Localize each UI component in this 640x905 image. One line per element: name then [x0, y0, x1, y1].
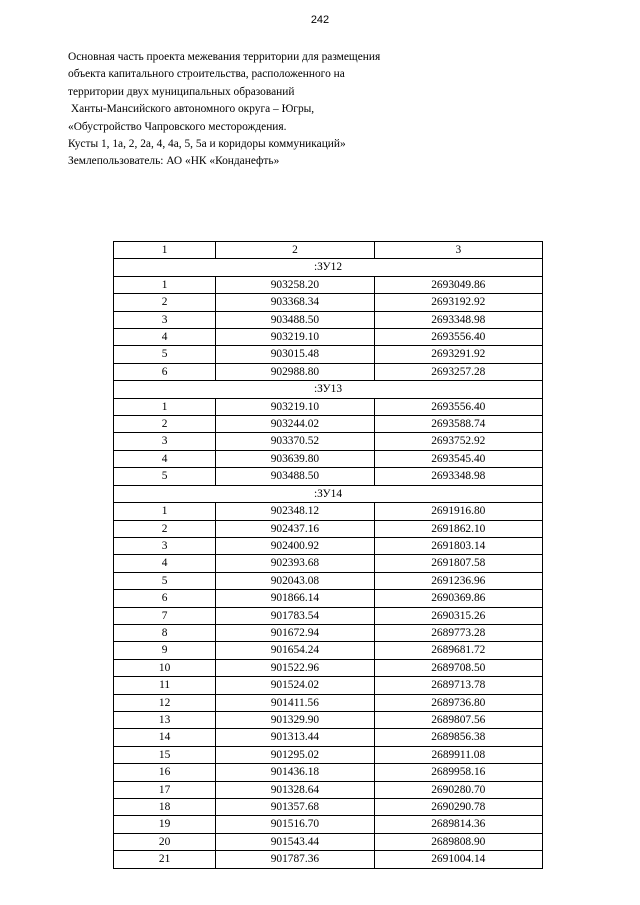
x-coordinate-cell: 901522.96: [216, 659, 374, 676]
point-number-cell: 16: [114, 764, 216, 781]
point-number-cell: 1: [114, 398, 216, 415]
header-line: Землепользователь: АО «НК «Конданефть»: [68, 155, 280, 168]
y-coordinate-cell: 2691004.14: [374, 851, 542, 868]
group-title: :ЗУ14: [114, 485, 543, 502]
y-coordinate-cell: 2691916.80: [374, 503, 542, 520]
x-coordinate-cell: 903219.10: [216, 398, 374, 415]
point-number-cell: 2: [114, 294, 216, 311]
y-coordinate-cell: 2693257.28: [374, 363, 542, 380]
point-number-cell: 8: [114, 624, 216, 641]
header-line: Ханты-Мансийского автономного округа – Югры,: [68, 103, 315, 116]
y-coordinate-cell: 2693192.92: [374, 294, 542, 311]
table-header-row: [114, 242, 543, 259]
x-coordinate-cell: 901543.44: [216, 833, 374, 850]
y-coordinate-cell: 2693588.74: [374, 416, 542, 433]
page-number: 242: [310, 14, 330, 26]
x-coordinate-cell: 901787.36: [216, 851, 374, 868]
point-number-cell: 2: [114, 520, 216, 537]
x-coordinate-cell: 903370.52: [216, 433, 374, 450]
x-coordinate-cell: 901329.90: [216, 711, 374, 728]
point-number-cell: 5: [114, 346, 216, 363]
table-row: [114, 276, 543, 293]
x-coordinate-cell: 903219.10: [216, 329, 374, 346]
document-header: [68, 49, 548, 171]
column-header: 2: [216, 242, 374, 259]
point-number-cell: 7: [114, 607, 216, 624]
column-header: 3: [374, 242, 542, 259]
table-row: [114, 590, 543, 607]
x-coordinate-cell: 901866.14: [216, 590, 374, 607]
group-title: :ЗУ12: [114, 259, 543, 276]
x-coordinate-cell: 902437.16: [216, 520, 374, 537]
y-coordinate-cell: 2689808.90: [374, 833, 542, 850]
table-row: [114, 833, 543, 850]
x-coordinate-cell: 901783.54: [216, 607, 374, 624]
point-number-cell: 15: [114, 746, 216, 763]
table-row: [114, 520, 543, 537]
table-row: [114, 433, 543, 450]
y-coordinate-cell: 2693291.92: [374, 346, 542, 363]
table-row: [114, 746, 543, 763]
table-row: [114, 711, 543, 728]
table-row: [114, 677, 543, 694]
column-header: 1: [114, 242, 216, 259]
header-line: Основная часть проекта межевания территории для размещения: [68, 51, 381, 63]
x-coordinate-cell: 901436.18: [216, 764, 374, 781]
x-coordinate-cell: 901411.56: [216, 694, 374, 711]
header-line: «Обустройство Чапровского месторождения.: [68, 120, 287, 133]
point-number-cell: 4: [114, 329, 216, 346]
table-row: [114, 503, 543, 520]
group-title-row: [114, 485, 543, 502]
x-coordinate-cell: 901516.70: [216, 816, 374, 833]
table-row: [114, 694, 543, 711]
point-number-cell: 13: [114, 711, 216, 728]
y-coordinate-cell: 2689681.72: [374, 642, 542, 659]
y-coordinate-cell: 2689713.78: [374, 677, 542, 694]
x-coordinate-cell: 902988.80: [216, 363, 374, 380]
table-row: [114, 329, 543, 346]
x-coordinate-cell: 902043.08: [216, 572, 374, 589]
x-coordinate-cell: 901328.64: [216, 781, 374, 798]
point-number-cell: 1: [114, 503, 216, 520]
x-coordinate-cell: 901357.68: [216, 799, 374, 816]
x-coordinate-cell: 903258.20: [216, 276, 374, 293]
point-number-cell: 12: [114, 694, 216, 711]
y-coordinate-cell: 2689814.36: [374, 816, 542, 833]
header-line: территории двух муниципальных образований: [68, 85, 295, 98]
point-number-cell: 3: [114, 537, 216, 554]
x-coordinate-cell: 901654.24: [216, 642, 374, 659]
y-coordinate-cell: 2689958.16: [374, 764, 542, 781]
y-coordinate-cell: 2689773.28: [374, 624, 542, 641]
x-coordinate-cell: 902348.12: [216, 503, 374, 520]
y-coordinate-cell: 2689708.50: [374, 659, 542, 676]
table-row: [114, 851, 543, 868]
y-coordinate-cell: 2691803.14: [374, 537, 542, 554]
table-row: [114, 781, 543, 798]
table-row: [114, 416, 543, 433]
y-coordinate-cell: 2689911.08: [374, 746, 542, 763]
point-number-cell: 9: [114, 642, 216, 659]
point-number-cell: 14: [114, 729, 216, 746]
table-row: [114, 572, 543, 589]
table-row: [114, 729, 543, 746]
x-coordinate-cell: 903368.34: [216, 294, 374, 311]
x-coordinate-cell: 903015.48: [216, 346, 374, 363]
coordinates-table: [113, 241, 543, 869]
y-coordinate-cell: 2690369.86: [374, 590, 542, 607]
y-coordinate-cell: 2693556.40: [374, 398, 542, 415]
point-number-cell: 1: [114, 276, 216, 293]
table-row: [114, 468, 543, 485]
x-coordinate-cell: 903488.50: [216, 468, 374, 485]
table-row: [114, 816, 543, 833]
x-coordinate-cell: 903244.02: [216, 416, 374, 433]
x-coordinate-cell: 902393.68: [216, 555, 374, 572]
y-coordinate-cell: 2693752.92: [374, 433, 542, 450]
point-number-cell: 18: [114, 799, 216, 816]
y-coordinate-cell: 2691862.10: [374, 520, 542, 537]
header-line: объекта капитального строительства, расположенного на: [68, 68, 345, 81]
y-coordinate-cell: 2691807.58: [374, 555, 542, 572]
point-number-cell: 3: [114, 433, 216, 450]
x-coordinate-cell: 903639.80: [216, 450, 374, 467]
table-row: [114, 607, 543, 624]
table-row: [114, 398, 543, 415]
y-coordinate-cell: 2693545.40: [374, 450, 542, 467]
coordinates-table-body: [114, 242, 543, 869]
table-row: [114, 311, 543, 328]
y-coordinate-cell: 2689807.56: [374, 711, 542, 728]
group-title: :ЗУ13: [114, 381, 543, 398]
group-title-row: [114, 259, 543, 276]
y-coordinate-cell: 2691236.96: [374, 572, 542, 589]
point-number-cell: 6: [114, 590, 216, 607]
point-number-cell: 10: [114, 659, 216, 676]
point-number-cell: 4: [114, 450, 216, 467]
y-coordinate-cell: 2690290.78: [374, 799, 542, 816]
table-row: [114, 450, 543, 467]
table-row: [114, 624, 543, 641]
point-number-cell: 5: [114, 572, 216, 589]
x-coordinate-cell: 902400.92: [216, 537, 374, 554]
y-coordinate-cell: 2693348.98: [374, 468, 542, 485]
point-number-cell: 11: [114, 677, 216, 694]
table-row: [114, 346, 543, 363]
y-coordinate-cell: 2693556.40: [374, 329, 542, 346]
x-coordinate-cell: 901672.94: [216, 624, 374, 641]
point-number-cell: 3: [114, 311, 216, 328]
x-coordinate-cell: 901524.02: [216, 677, 374, 694]
point-number-cell: 21: [114, 851, 216, 868]
point-number-cell: 4: [114, 555, 216, 572]
table-row: [114, 294, 543, 311]
y-coordinate-cell: 2689736.80: [374, 694, 542, 711]
table-row: [114, 659, 543, 676]
table-row: [114, 363, 543, 380]
table-row: [114, 799, 543, 816]
table-row: [114, 537, 543, 554]
group-title-row: [114, 381, 543, 398]
header-line: Кусты 1, 1а, 2, 2а, 4, 4а, 5, 5а и коридоры коммуникаций»: [68, 138, 346, 151]
point-number-cell: 5: [114, 468, 216, 485]
point-number-cell: 6: [114, 363, 216, 380]
y-coordinate-cell: 2693049.86: [374, 276, 542, 293]
table-row: [114, 764, 543, 781]
y-coordinate-cell: 2693348.98: [374, 311, 542, 328]
table-row: [114, 642, 543, 659]
y-coordinate-cell: 2690315.26: [374, 607, 542, 624]
point-number-cell: 19: [114, 816, 216, 833]
x-coordinate-cell: 901313.44: [216, 729, 374, 746]
point-number-cell: 17: [114, 781, 216, 798]
point-number-cell: 20: [114, 833, 216, 850]
point-number-cell: 2: [114, 416, 216, 433]
y-coordinate-cell: 2689856.38: [374, 729, 542, 746]
x-coordinate-cell: 903488.50: [216, 311, 374, 328]
y-coordinate-cell: 2690280.70: [374, 781, 542, 798]
x-coordinate-cell: 901295.02: [216, 746, 374, 763]
table-row: [114, 555, 543, 572]
